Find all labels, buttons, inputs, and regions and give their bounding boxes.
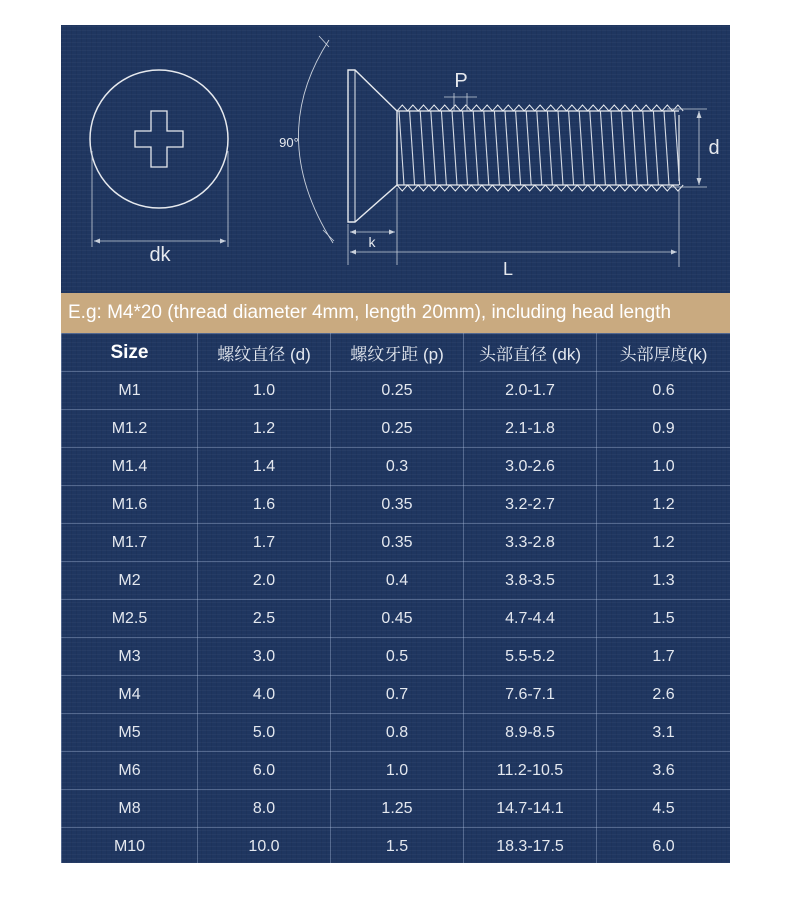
table-row (62, 790, 731, 828)
cell-head-thickness: 0.6 (597, 372, 731, 410)
cell-head-thickness: 4.5 (597, 790, 731, 828)
cell-head-diameter: 3.3-2.8 (464, 524, 597, 562)
label-diameter: d (708, 137, 720, 159)
cell-thread-diameter: 1.6 (198, 486, 331, 524)
spec-table (61, 333, 730, 863)
spec-panel (61, 25, 730, 863)
cell-head-thickness: 3.1 (597, 714, 731, 752)
cell-head-thickness: 2.6 (597, 676, 731, 714)
head-top-view (90, 70, 228, 266)
screw-side-view (348, 70, 683, 222)
cell-head-thickness: 1.5 (597, 600, 731, 638)
cell-size: M1.4 (62, 448, 198, 486)
cell-size: M1.6 (62, 486, 198, 524)
cell-thread-pitch: 0.4 (331, 562, 464, 600)
cell-size: M6 (62, 752, 198, 790)
column-header-head-thickness: 头部厚度(k) (597, 334, 731, 372)
thread-body (397, 105, 683, 191)
cell-thread-diameter: 3.0 (198, 638, 331, 676)
cell-thread-diameter: 10.0 (198, 828, 331, 864)
cell-head-thickness: 1.0 (597, 448, 731, 486)
cell-size: M3 (62, 638, 198, 676)
cell-head-diameter: 14.7-14.1 (464, 790, 597, 828)
cell-thread-diameter: 1.4 (198, 448, 331, 486)
cell-head-thickness: 0.9 (597, 410, 731, 448)
cell-head-diameter: 2.0-1.7 (464, 372, 597, 410)
table-row (62, 448, 731, 486)
column-header-head-diameter: 头部直径 (dk) (464, 334, 597, 372)
cell-thread-diameter: 4.0 (198, 676, 331, 714)
table-row (62, 752, 731, 790)
cell-head-thickness: 3.6 (597, 752, 731, 790)
cell-size: M1 (62, 372, 198, 410)
cell-head-thickness: 1.3 (597, 562, 731, 600)
cell-thread-pitch: 1.5 (331, 828, 464, 864)
cell-head-diameter: 3.8-3.5 (464, 562, 597, 600)
angle-annotation (279, 36, 334, 243)
cell-head-thickness: 6.0 (597, 828, 731, 864)
cell-size: M8 (62, 790, 198, 828)
cell-thread-diameter: 2.5 (198, 600, 331, 638)
table-row (62, 562, 731, 600)
table-row (62, 638, 731, 676)
cell-size: M1.7 (62, 524, 198, 562)
label-dk: dk (149, 244, 171, 266)
cell-size: M5 (62, 714, 198, 752)
cell-head-diameter: 4.7-4.4 (464, 600, 597, 638)
cell-thread-pitch: 0.3 (331, 448, 464, 486)
cell-thread-diameter: 2.0 (198, 562, 331, 600)
cell-head-diameter: 3.2-2.7 (464, 486, 597, 524)
cell-thread-diameter: 6.0 (198, 752, 331, 790)
screw-diagram (61, 25, 730, 293)
length-annotation (350, 189, 679, 279)
label-head-height: k (368, 234, 376, 250)
cell-size: M1.2 (62, 410, 198, 448)
table-header-row (62, 334, 731, 372)
cell-thread-diameter: 1.2 (198, 410, 331, 448)
cell-thread-pitch: 0.25 (331, 372, 464, 410)
table-row (62, 372, 731, 410)
cell-thread-pitch: 0.35 (331, 486, 464, 524)
cell-head-diameter: 11.2-10.5 (464, 752, 597, 790)
label-angle: 90° (279, 135, 299, 150)
cell-head-diameter: 18.3-17.5 (464, 828, 597, 864)
table-row (62, 486, 731, 524)
column-header-thread-pitch: 螺纹牙距 (p) (331, 334, 464, 372)
column-header-size: Size (62, 334, 198, 372)
cell-thread-diameter: 1.7 (198, 524, 331, 562)
cell-head-diameter: 5.5-5.2 (464, 638, 597, 676)
cell-head-diameter: 2.1-1.8 (464, 410, 597, 448)
cell-size: M2.5 (62, 600, 198, 638)
cell-thread-pitch: 0.5 (331, 638, 464, 676)
cell-thread-pitch: 1.0 (331, 752, 464, 790)
pitch-annotation (444, 70, 477, 111)
example-banner: E.g: M4*20 (thread diameter 4mm, length 20mm), including head length (61, 293, 730, 333)
cell-size: M2 (62, 562, 198, 600)
cell-thread-diameter: 8.0 (198, 790, 331, 828)
cell-thread-pitch: 0.25 (331, 410, 464, 448)
cell-size: M10 (62, 828, 198, 864)
cell-thread-diameter: 5.0 (198, 714, 331, 752)
cell-thread-pitch: 1.25 (331, 790, 464, 828)
label-pitch: P (454, 70, 468, 92)
table-row (62, 600, 731, 638)
cell-head-diameter: 7.6-7.1 (464, 676, 597, 714)
cell-thread-pitch: 0.7 (331, 676, 464, 714)
cell-thread-pitch: 0.35 (331, 524, 464, 562)
table-row (62, 524, 731, 562)
phillips-cross-icon (135, 111, 183, 167)
table-row (62, 410, 731, 448)
cell-head-diameter: 8.9-8.5 (464, 714, 597, 752)
cell-thread-diameter: 1.0 (198, 372, 331, 410)
cell-head-diameter: 3.0-2.6 (464, 448, 597, 486)
cell-size: M4 (62, 676, 198, 714)
column-header-thread-diameter: 螺纹直径 (d) (198, 334, 331, 372)
cell-thread-pitch: 0.8 (331, 714, 464, 752)
cell-head-thickness: 1.2 (597, 486, 731, 524)
table-row (62, 714, 731, 752)
cell-head-thickness: 1.7 (597, 638, 731, 676)
table-row (62, 828, 731, 864)
table-row (62, 676, 731, 714)
cell-thread-pitch: 0.45 (331, 600, 464, 638)
cell-head-thickness: 1.2 (597, 524, 731, 562)
label-length: L (502, 259, 514, 279)
